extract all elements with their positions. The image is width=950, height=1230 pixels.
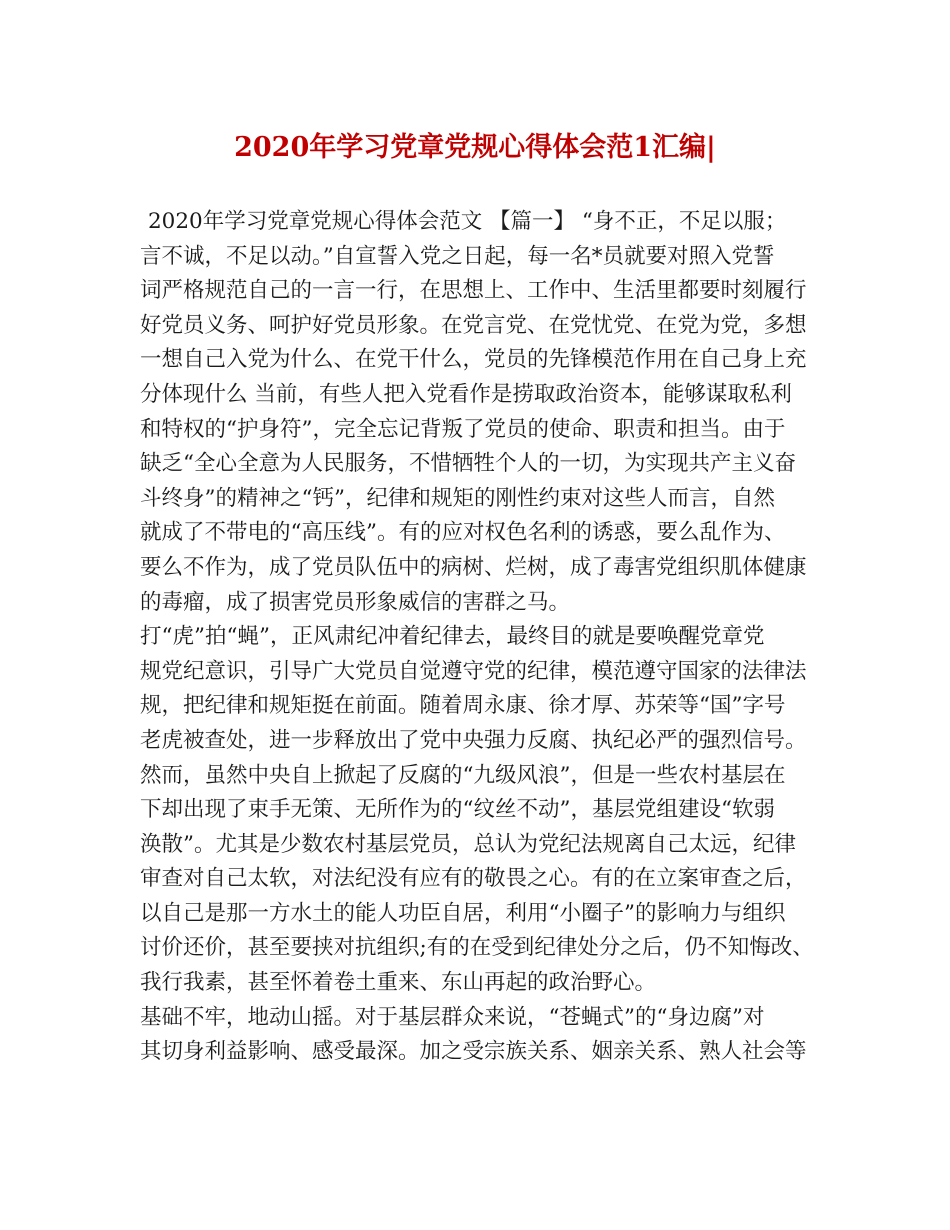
document-body: [140, 205, 830, 1070]
text-line: 好党员义务、呵护好党员形象。在党言党、在党忧党、在党为党，多想: [140, 312, 807, 338]
text-line: 然而，虽然中央自上掀起了反腐的“九级风浪”，但是一些农村基层在: [140, 762, 786, 788]
text-line: 基础不牢，地动山摇。对于基层群众来说，“苍蝇式”的“身边腐”对: [140, 1004, 765, 1030]
text-line: 规，把纪律和规矩挺在前面。随着周永康、徐才厚、苏荣等“国”字号: [140, 693, 786, 719]
text-line: 打“虎”拍“蝇”，正风肃纪冲着纪律去，最终目的就是要唤醒党章党: [140, 624, 765, 650]
text-line: 规党纪意识，引导广大党员自觉遵守党的纪律，模范遵守国家的法律法: [140, 658, 807, 684]
text-line: 的毒瘤，成了损害党员形象威信的害群之马。: [140, 589, 571, 615]
text-line: 讨价还价，甚至要挟对抗组织;有的在受到纪律处分之后，仍不知悔改、: [140, 935, 814, 961]
text-line: 我行我素，甚至怀着卷土重来、东山再起的政治野心。: [140, 970, 657, 996]
text-line: 分体现什么 当前，有些人把入党看作是捞取政治资本，能够谋取私利: [140, 381, 792, 407]
document-title: 2020年学习党章党规心得体会范1汇编|: [234, 132, 716, 163]
text-line: 斗终身”的精神之“钙”，纪律和规矩的刚性约束对这些人而言，自然: [140, 485, 775, 511]
text-line: 老虎被查处，进一步释放出了党中央强力反腐、执纪必严的强烈信号。: [140, 727, 807, 753]
text-line: 言不诚，不足以动。”自宣誓入党之日起，每一名*员就要对照入党誓: [140, 243, 775, 269]
text-line: 审查对自己太软，对法纪没有应有的敬畏之心。有的在立案审查之后，: [140, 866, 807, 892]
text-line: 一想自己入党为什么、在党干什么，党员的先锋模范作用在自己身上充: [140, 347, 807, 373]
text-line: 就成了不带电的“高压线”。有的应对权色名利的诱惑，要么乱作为、: [140, 520, 786, 546]
text-line: 下却出现了束手无策、无所作为的“纹丝不动”，基层党组建设“软弱: [140, 797, 775, 823]
text-line: 缺乏“全心全意为人民服务，不惜牺牲个人的一切，为实现共产主义奋: [140, 451, 796, 477]
text-line: 词严格规范自己的一言一行，在思想上、工作中、生活里都要时刻履行: [140, 278, 807, 304]
text-line: 和特权的“护身符”，完全忘记背叛了党员的使命、职责和担当。由于: [140, 416, 786, 442]
text-line: 其切身利益影响、感受最深。加之受宗族关系、姻亲关系、熟人社会等: [140, 1039, 807, 1065]
text-line: 以自己是那一方水土的能人功臣自居，利用“小圈子”的影响力与组织: [140, 900, 786, 926]
text-line: 2020年学习党章党规心得体会范文 【篇一】 “身不正，不足以服；: [148, 209, 787, 234]
text-line: 涣散”。尤其是少数农村基层党员，总认为党纪法规离自己太远，纪律: [140, 831, 796, 857]
text-line: 要么不作为，成了党员队伍中的病树、烂树，成了毒害党组织肌体健康: [140, 554, 807, 580]
